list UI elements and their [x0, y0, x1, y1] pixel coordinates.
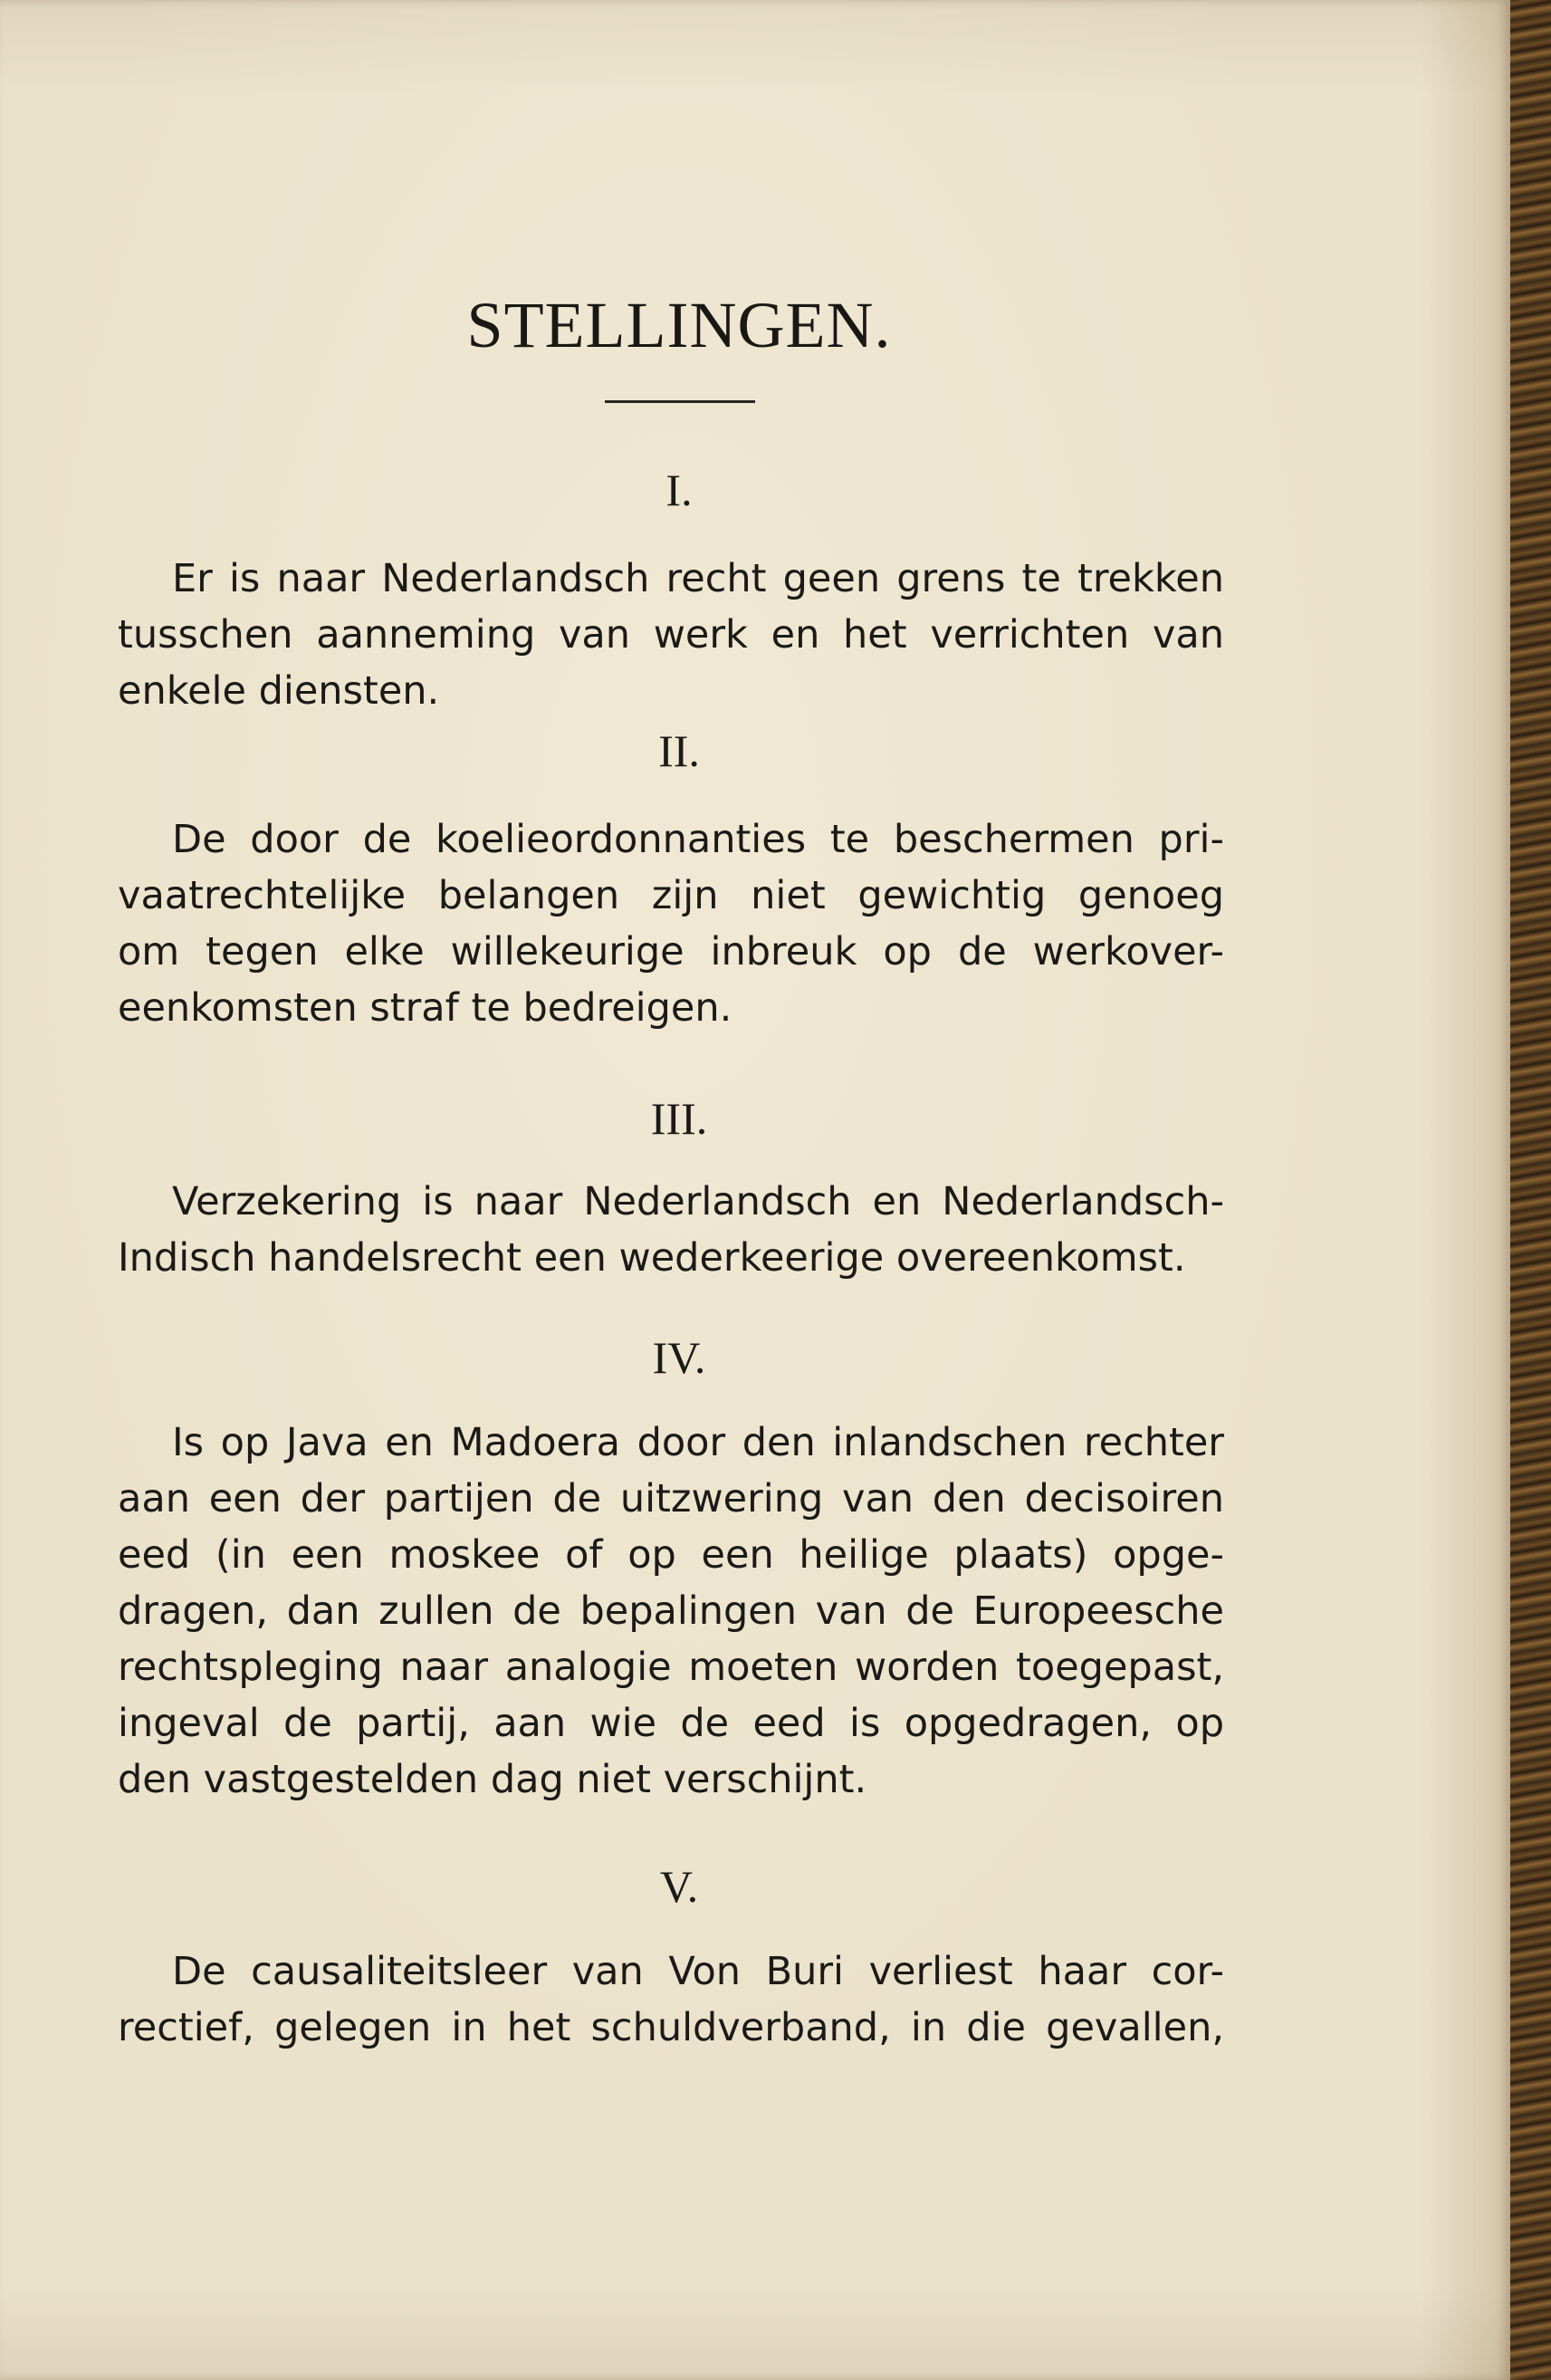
thesis-line: om tegen elke willekeurige inbreuk op de werkover-: [118, 929, 1224, 974]
thesis-line: De causaliteitsleer van Von Buri verliest haar cor-: [172, 1949, 1224, 1994]
thesis-line: Indisch handelsrecht een wederkeerige overeenkomst.: [118, 1235, 1186, 1281]
thesis-line: Verzekering is naar Nederlandsch en Nederlandsch-: [172, 1179, 1224, 1224]
thesis-2: [118, 811, 1224, 1036]
thesis-numeral-1: I.: [665, 465, 693, 515]
thesis-line: rectief, gelegen in het schuldverband, in die gevallen,: [118, 2005, 1224, 2050]
thesis-line: vaatrechtelijke belangen zijn niet gewichtig genoeg: [118, 873, 1224, 918]
thesis-line: rechtspleging naar analogie moeten worden toegepast,: [118, 1645, 1224, 1690]
thesis-line: ingeval de partij, aan wie de eed is opgedragen, op: [118, 1701, 1224, 1746]
thesis-line: De door de koelieordonnanties te beschermen pri-: [172, 817, 1224, 862]
thesis-line: enkele diensten.: [118, 668, 440, 714]
thesis-line: Er is naar Nederlandsch recht geen grens te trekken: [172, 556, 1224, 601]
thesis-1: [118, 551, 1224, 719]
thesis-line: eed (in een moskee of op een heilige plaats) opge-: [118, 1532, 1224, 1578]
thesis-line: Is op Java en Madoera door den inlandschen rechter: [172, 1420, 1224, 1465]
thesis-line: den vastgestelden dag niet verschijnt.: [118, 1757, 867, 1802]
thesis-5: [118, 1943, 1224, 2056]
thesis-line: tusschen aanneming van werk en het verrichten van: [118, 612, 1224, 657]
thesis-line: aan een der partijen de uitzwering van den decisoiren: [118, 1476, 1224, 1521]
thesis-line: eenkomsten straf te bedreigen.: [118, 985, 732, 1031]
title-rule: [605, 400, 755, 403]
thesis-line: dragen, dan zullen de bepalingen van de Europeesche: [118, 1588, 1224, 1634]
thesis-numeral-4: IV.: [652, 1332, 706, 1383]
thesis-numeral-5: V.: [659, 1861, 699, 1912]
thesis-4: [118, 1415, 1224, 1808]
thesis-3: [118, 1174, 1224, 1286]
thesis-numeral-3: III.: [650, 1093, 708, 1144]
thesis-numeral-2: II.: [658, 725, 700, 776]
page-title: STELLINGEN.: [466, 289, 892, 361]
